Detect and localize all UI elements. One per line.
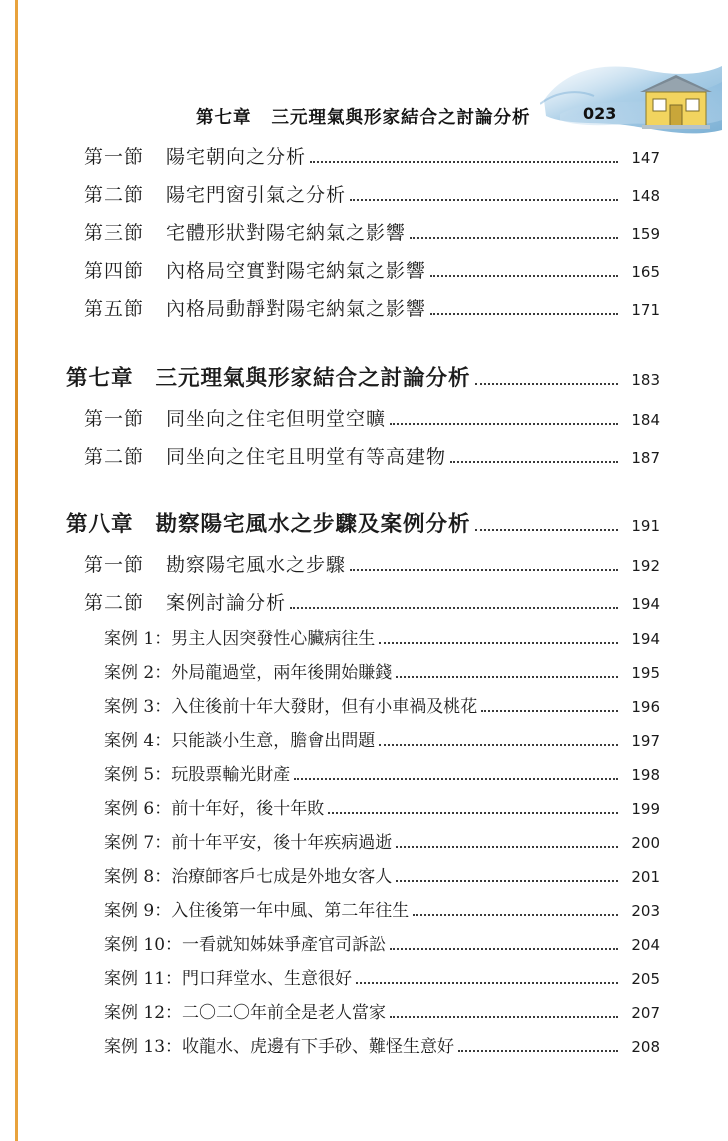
header-chapter-title (196, 104, 531, 129)
toc-leader-dots (350, 568, 618, 571)
toc-group-spacer (60, 478, 660, 506)
toc-entry-label: 案例 3：入住後前十年大發財，但有小車禍及桃花 (104, 697, 478, 717)
toc-page-number: 197 (631, 732, 660, 750)
toc-entry-label: 第三節 宅體形狀對陽宅納氣之影響 (84, 222, 407, 244)
toc-page-number: 198 (631, 766, 660, 784)
toc-entry-label: 第一節 同坐向之住宅但明堂空曠 (84, 408, 387, 430)
toc-row-case[interactable] (60, 998, 660, 1029)
toc-entry-label: 第五節 內格局動靜對陽宅納氣之影響 (84, 298, 427, 320)
toc-entry-label: 第二節 陽宅門窗引氣之分析 (84, 184, 347, 206)
toc-page-number: 183 (631, 371, 660, 389)
toc-group-chapter6-sections (60, 140, 660, 327)
toc-row-chapter[interactable] (60, 506, 660, 545)
toc-page-number: 200 (631, 834, 660, 852)
toc-entry-label: 案例 10：一看就知姊妹爭產官司訴訟 (104, 935, 387, 955)
toc-leader-dots (356, 981, 618, 984)
toc-leader-dots (410, 236, 618, 239)
toc-group-spacer (60, 330, 660, 360)
toc-entry-label: 第一節 勘察陽宅風水之步驟 (84, 554, 347, 576)
toc-page-number: 194 (631, 630, 660, 648)
toc-entry-label: 第二節 同坐向之住宅且明堂有等高建物 (84, 446, 447, 468)
toc-entry-label: 第八章 勘察陽宅風水之步驟及案例分析 (66, 512, 471, 537)
toc-row-section[interactable] (60, 586, 660, 621)
toc-entry-label: 案例 7：前十年平安，後十年疾病過逝 (104, 833, 393, 853)
toc-row-case[interactable] (60, 692, 660, 723)
toc-row-section[interactable] (60, 178, 660, 213)
toc-entry-label: 案例 6：前十年好，後十年敗 (104, 799, 325, 819)
toc-row-section[interactable] (60, 440, 660, 475)
toc-page-number: 159 (631, 225, 660, 243)
toc-row-chapter[interactable] (60, 360, 660, 399)
header-chapter-name: 三元理氣與形家結合之討論分析 (271, 108, 531, 128)
toc-page-number: 196 (631, 698, 660, 716)
toc-row-case[interactable] (60, 726, 660, 757)
toc-page-number: 165 (631, 263, 660, 281)
toc-entry-label: 案例 2：外局龍過堂，兩年後開始賺錢 (104, 663, 393, 683)
toc-page-number: 148 (631, 187, 660, 205)
toc-page-number: 199 (631, 800, 660, 818)
toc-entry-label: 第四節 內格局空實對陽宅納氣之影響 (84, 260, 427, 282)
toc-row-section[interactable] (60, 402, 660, 437)
page-edge-rule (15, 0, 18, 1141)
toc-entry-label: 案例 5：玩股票輸光財產 (104, 765, 291, 785)
toc-row-case[interactable] (60, 1032, 660, 1063)
toc-row-case[interactable] (60, 794, 660, 825)
toc-leader-dots (430, 274, 618, 277)
toc-leader-dots (481, 709, 618, 712)
toc-entry-label: 案例 13：收龍水、虎邊有下手砂、難怪生意好 (104, 1037, 455, 1057)
toc-row-case[interactable] (60, 828, 660, 859)
toc-entry-label: 第二節 案例討論分析 (84, 592, 287, 614)
header-chapter-number: 第七章 (196, 108, 252, 128)
toc-leader-dots (413, 913, 618, 916)
toc-row-section[interactable] (60, 292, 660, 327)
toc-leader-dots (390, 947, 618, 950)
toc-leader-dots (390, 1015, 618, 1018)
toc-page-number: 208 (631, 1038, 660, 1056)
toc-leader-dots (310, 160, 618, 163)
toc-leader-dots (390, 422, 618, 425)
toc-entry-label: 案例 9：入住後第一年中風、第二年往生 (104, 901, 410, 921)
toc-row-section[interactable] (60, 254, 660, 289)
toc-leader-dots (290, 606, 618, 609)
toc-page-number: 187 (631, 449, 660, 467)
toc-leader-dots (475, 528, 618, 531)
toc-group-chapter8 (60, 506, 660, 1063)
toc-entry-label: 第七章 三元理氣與形家結合之討論分析 (66, 366, 471, 391)
toc-page-number: 184 (631, 411, 660, 429)
toc-leader-dots (396, 675, 618, 678)
toc-page-number: 192 (631, 557, 660, 575)
toc-leader-dots (396, 879, 618, 882)
toc-page-number: 191 (631, 517, 660, 535)
toc-group-chapter7 (60, 360, 660, 475)
toc-leader-dots (328, 811, 618, 814)
toc-leader-dots (475, 382, 618, 385)
toc-row-section[interactable] (60, 140, 660, 175)
toc-row-case[interactable] (60, 760, 660, 791)
toc-page-number: 194 (631, 595, 660, 613)
toc-leader-dots (396, 845, 618, 848)
toc-row-case[interactable] (60, 964, 660, 995)
toc-entry-label: 案例 1：男主人因突發性心臟病往生 (104, 629, 376, 649)
toc-leader-dots (379, 743, 618, 746)
toc-entry-label: 第一節 陽宅朝向之分析 (84, 146, 307, 168)
toc-page-number: 205 (631, 970, 660, 988)
toc-leader-dots (294, 777, 618, 780)
page-header (0, 36, 728, 128)
toc-page-number: 147 (631, 149, 660, 167)
table-of-contents (60, 140, 660, 1066)
toc-page-number: 207 (631, 1004, 660, 1022)
toc-row-section[interactable] (60, 216, 660, 251)
house-illustration-icon (638, 72, 714, 130)
toc-page-number: 204 (631, 936, 660, 954)
toc-entry-label: 案例 4：只能談小生意，膽會出問題 (104, 731, 376, 751)
toc-page-number: 171 (631, 301, 660, 319)
toc-leader-dots (379, 641, 618, 644)
toc-leader-dots (430, 312, 618, 315)
toc-leader-dots (450, 460, 618, 463)
toc-entry-label: 案例 12：二〇二〇年前全是老人當家 (104, 1003, 387, 1023)
toc-page-number: 201 (631, 868, 660, 886)
toc-page-number: 203 (631, 902, 660, 920)
toc-entry-label: 案例 11：門口拜堂水、生意很好 (104, 969, 353, 989)
header-page-number: 023 (583, 104, 617, 123)
toc-page-number: 195 (631, 664, 660, 682)
toc-leader-dots (458, 1049, 618, 1052)
toc-row-case[interactable] (60, 658, 660, 689)
toc-row-case[interactable] (60, 896, 660, 927)
toc-row-case[interactable] (60, 862, 660, 893)
toc-row-case[interactable] (60, 930, 660, 961)
toc-row-case[interactable] (60, 624, 660, 655)
toc-leader-dots (350, 198, 618, 201)
toc-row-section[interactable] (60, 548, 660, 583)
toc-entry-label: 案例 8：治療師客戶七成是外地女客人 (104, 867, 393, 887)
